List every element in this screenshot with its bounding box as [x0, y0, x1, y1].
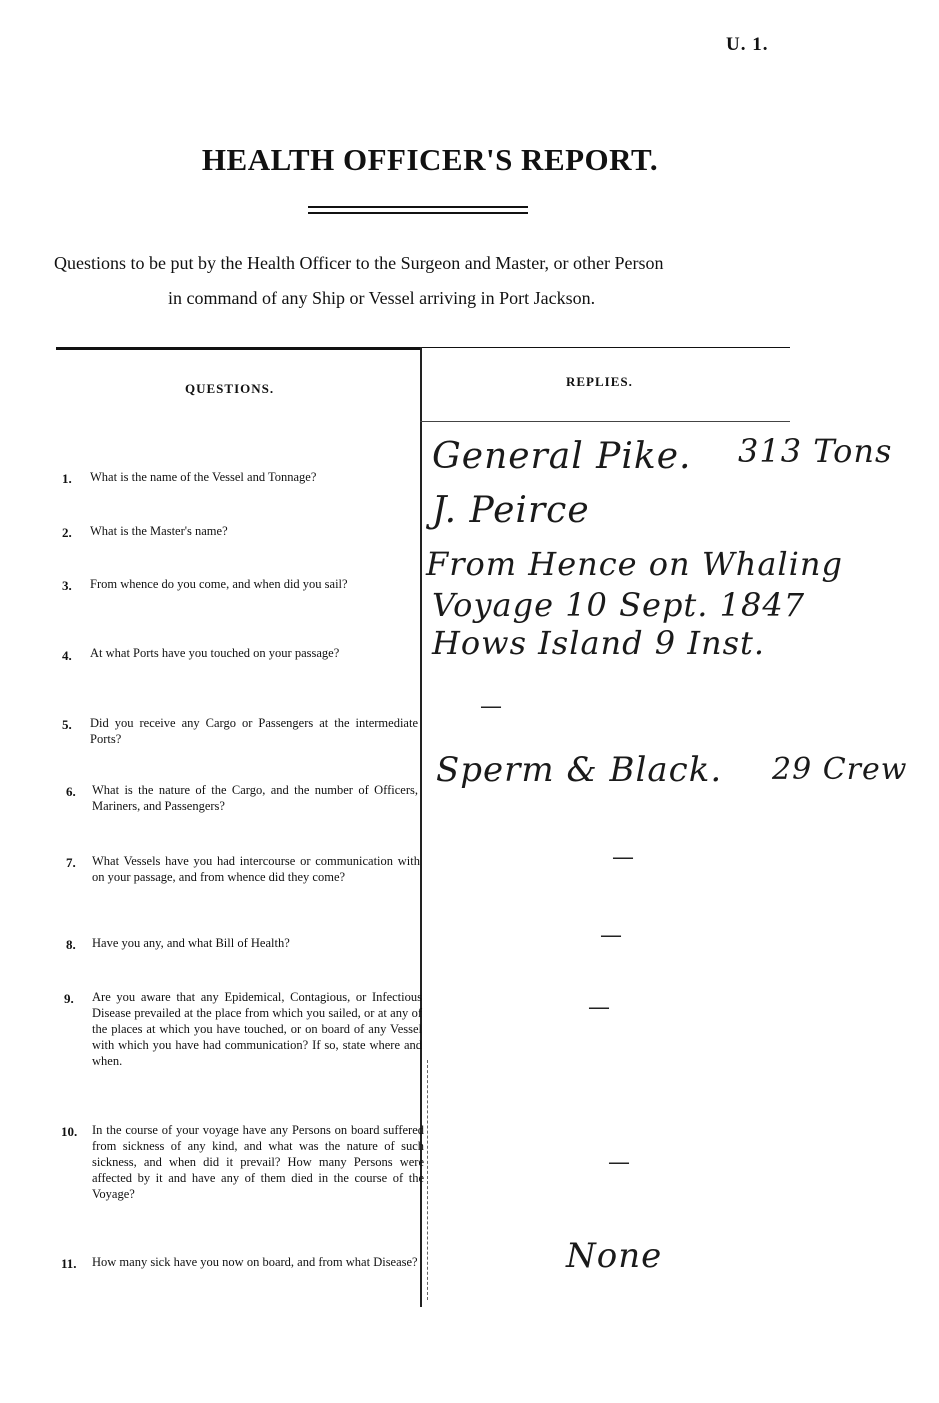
question-text: In the course of your voyage have any Persons on board suffered from sickness of any kind, and what was the nature of such sickness, and when did it prevail? How many Persons were affected by it and have any of them died in the course of the Voyage?: [92, 1123, 424, 1201]
reply-vessel-name: General Pike.: [432, 436, 692, 477]
reply-vessels-communication: —: [612, 845, 634, 870]
question-text: Are you aware that any Epidemical, Contagious, or Infectious Disease prevailed at the place from which you sailed, or at any of the places at which you have touched, or on board of any Vessel with which you have had communication? If so, state where and when.: [92, 990, 422, 1068]
question-number: 11.: [61, 1256, 77, 1271]
question-text: What is the nature of the Cargo, and the number of Officers, Mariners, and Passengers?: [92, 783, 418, 813]
column-divider-lower: [427, 1060, 428, 1300]
question-number: 3.: [62, 578, 72, 593]
question-text: What is the name of the Vessel and Tonnage?: [90, 470, 317, 484]
subtitle-line-2: in command of any Ship or Vessel arriving in Port Jackson.: [168, 288, 596, 308]
question-text: Have you any, and what Bill of Health?: [92, 936, 290, 950]
reply-tonnage: 313 Tons: [738, 432, 893, 470]
reply-ports-touched: Hows Island 9 Inst.: [432, 624, 766, 662]
question-number: 10.: [61, 1124, 78, 1139]
reply-sickness-voyage: —: [608, 1150, 630, 1175]
form-number: U. 1.: [726, 34, 769, 55]
replies-header-rule: [420, 421, 790, 422]
reply-disease-prevailed: —: [588, 995, 610, 1020]
table-top-rule-replies: [420, 347, 790, 348]
reply-sailed-date: Voyage 10 Sept. 1847: [432, 586, 806, 624]
question-text: What Vessels have you had intercourse or communication with on your passage, and from whence did they come?: [92, 854, 420, 884]
question-number: 4.: [62, 648, 72, 663]
reply-crew-count: 29 Crew: [772, 752, 908, 787]
reply-cargo-intermediate: —: [480, 694, 502, 719]
title-underline-second: [308, 212, 528, 214]
question-text: From whence do you come, and when did you sail?: [90, 577, 348, 591]
questions-column-header: QUESTIONS.: [185, 381, 275, 396]
replies-column-header: REPLIES.: [566, 374, 633, 389]
question-text: What is the Master's name?: [90, 524, 228, 538]
question-number: 8.: [66, 937, 76, 952]
question-text: Did you receive any Cargo or Passengers at the intermediate Ports?: [90, 716, 418, 746]
question-number: 9.: [64, 991, 74, 1006]
table-top-rule: [56, 347, 422, 350]
question-number: 1.: [62, 471, 72, 486]
reply-bill-of-health: —: [600, 923, 622, 948]
question-text: How many sick have you now on board, and from what Disease?: [92, 1255, 418, 1269]
question-number: 5.: [62, 717, 72, 732]
reply-master-name: J. Peirce: [432, 490, 590, 531]
reply-from-whence: From Hence on Whaling: [426, 545, 843, 583]
question-number: 7.: [66, 855, 76, 870]
question-number: 2.: [62, 525, 72, 540]
question-text: At what Ports have you touched on your passage?: [90, 646, 340, 660]
title-underline: [308, 206, 528, 208]
subtitle-line-1: Questions to be put by the Health Officer to the Surgeon and Master, or other Person: [54, 253, 664, 273]
reply-sick-on-board: None: [566, 1236, 663, 1276]
reply-cargo-nature: Sperm & Black.: [436, 750, 723, 790]
page-title: HEALTH OFFICER'S REPORT.: [201, 142, 659, 177]
question-number: 6.: [66, 784, 76, 799]
